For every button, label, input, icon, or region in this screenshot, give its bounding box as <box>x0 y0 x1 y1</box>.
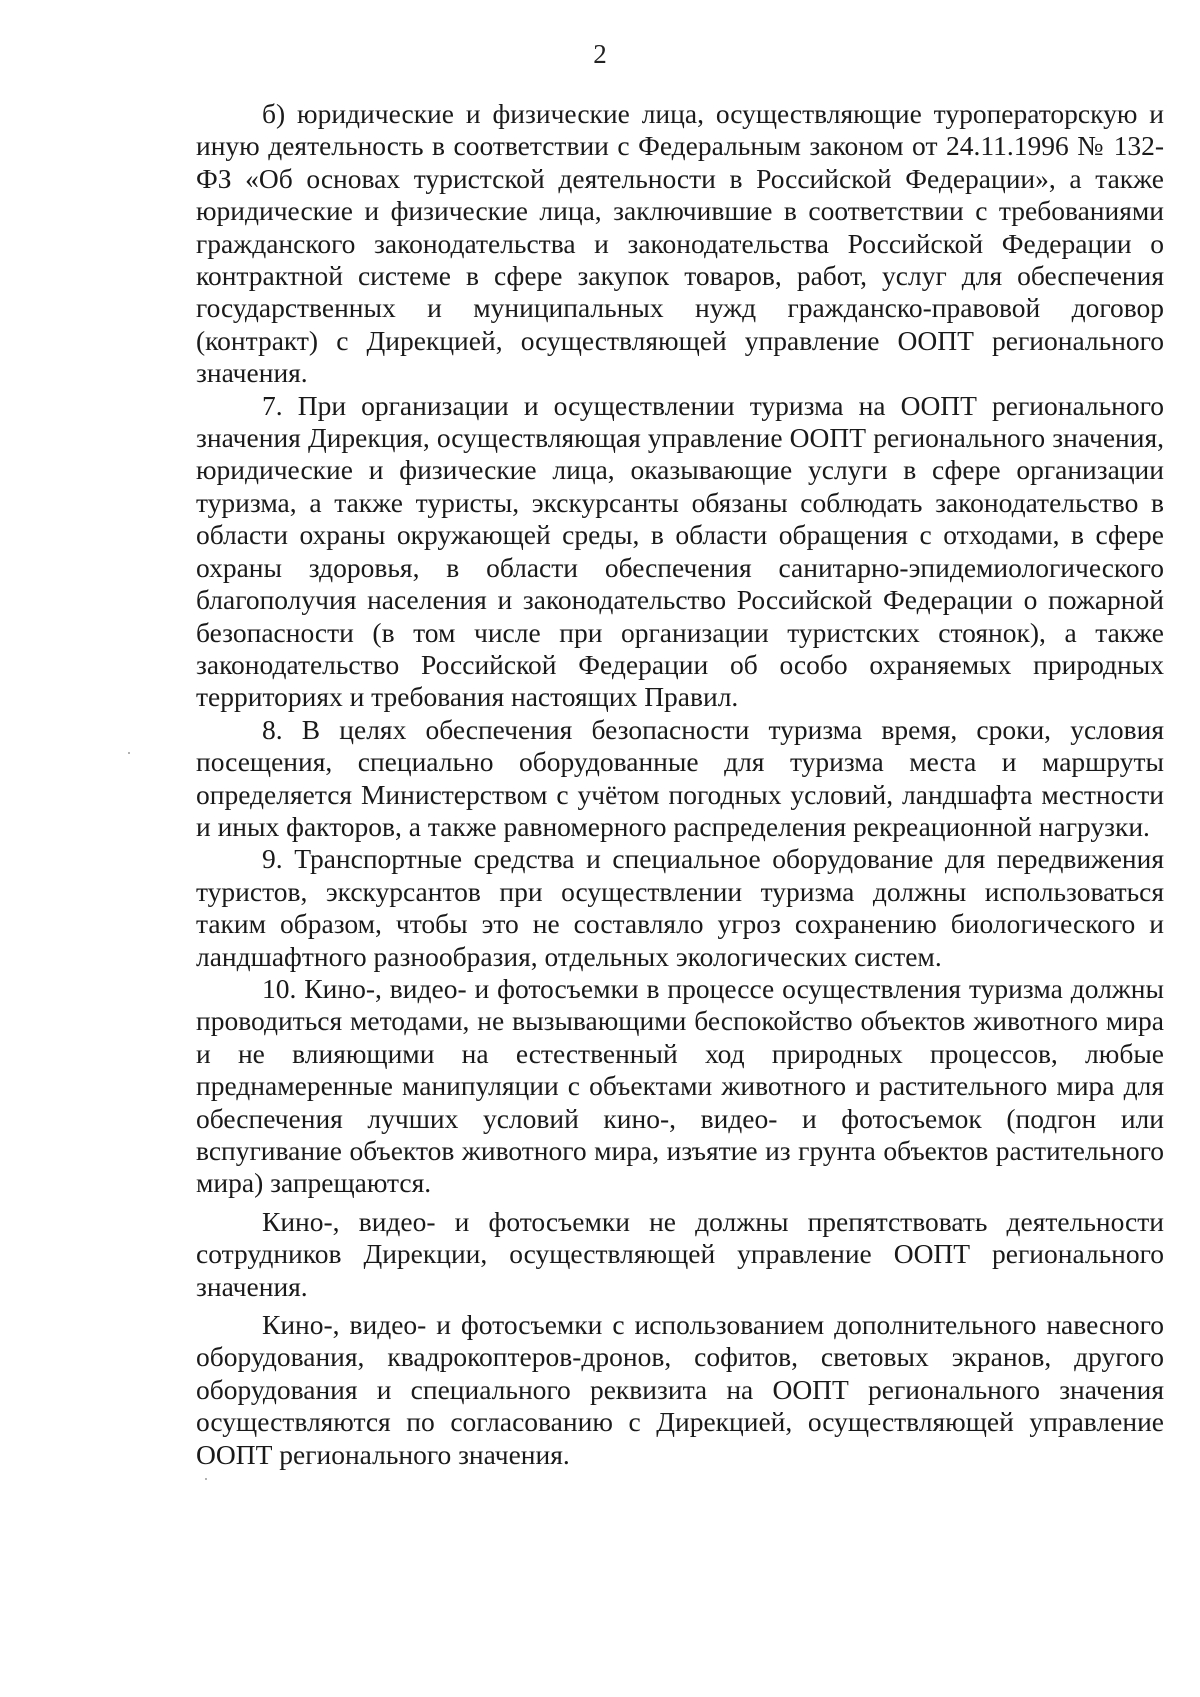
document-body <box>196 98 1164 1471</box>
paragraph-7: 7. При организации и осуществлении туризма на ООПТ регионального значения Дирекция, осуществляющая управление ООПТ регионального значения, юридические и физические лица, оказывающие услуги в сфере организации туризма, а также туристы, экскурсанты обязаны соблюдать законодательство в области охраны окружающей среды, в области обращения с отходами, в сфере охраны здоровья, в области обеспечения санитарно-эпидемиологического благополучия населения и законодательство Российской Федерации о пожарной безопасности (в том числе при организации туристских стоянок), а также законодательство Российской Федерации об особо охраняемых природных территориях и требования настоящих Правил. <box>196 389 1164 713</box>
scan-speck <box>128 752 130 754</box>
paragraph-6b: б) юридические и физические лица, осуществляющие туроператорскую и иную деятельность в соответствии с Федеральным законом от 24.11.1996 № 132-ФЗ «Об основах туристской деятельности в Российской Федерации», а также юридические и физические лица, заключившие в соответствии с требованиями гражданского законодательства и законодательства Российской Федерации о контрактной системе в сфере закупок товаров, работ, услуг для обеспечения государственных и муниципальных нужд гражданско-правовой договор (контракт) с Дирекцией, осуществляющей управление ООПТ регионального значения. <box>196 98 1164 389</box>
page-number: 2 <box>593 39 607 69</box>
paragraph-10-filming-equipment: Кино-, видео- и фотосъемки с использованием дополнительного навесного оборудования, квадрокоптеров-дронов, софитов, световых экранов, другого оборудования и специального реквизита на ООПТ регионального значения осуществляются по согласованию с Дирекцией, осуществляющей управление ООПТ регионального значения. <box>196 1309 1164 1470</box>
scan-speck <box>205 1478 207 1480</box>
paragraph-9: 9. Транспортные средства и специальное оборудование для передвижения туристов, экскурсантов при осуществлении туризма должны использоваться таким образом, чтобы это не составляло угроз сохранению биологического и ландшафтного разнообразия, отдельных экологических систем. <box>196 843 1164 972</box>
paragraph-10-filming-interference: Кино-, видео- и фотосъемки не должны препятствовать деятельности сотрудников Дирекции, осуществляющей управление ООПТ регионального значения. <box>196 1205 1164 1302</box>
paragraph-10: 10. Кино-, видео- и фотосъемки в процессе осуществления туризма должны проводиться методами, не вызывающими беспокойство объектов животного мира и не влияющими на естественный ход природных процессов, любые преднамеренные манипуляции с объектами животного и растительного мира для обеспечения лучших условий кино-, видео- и фотосъемок (подгон или вспугивание объектов животного мира, изъятие из грунта объектов растительного мира) запрещаются. <box>196 972 1164 1199</box>
paragraph-8: 8. В целях обеспечения безопасности туризма время, сроки, условия посещения, специально оборудованные для туризма места и маршруты определяется Министерством с учётом погодных условий, ландшафта местности и иных факторов, а также равномерного распределения рекреационной нагрузки. <box>196 713 1164 842</box>
